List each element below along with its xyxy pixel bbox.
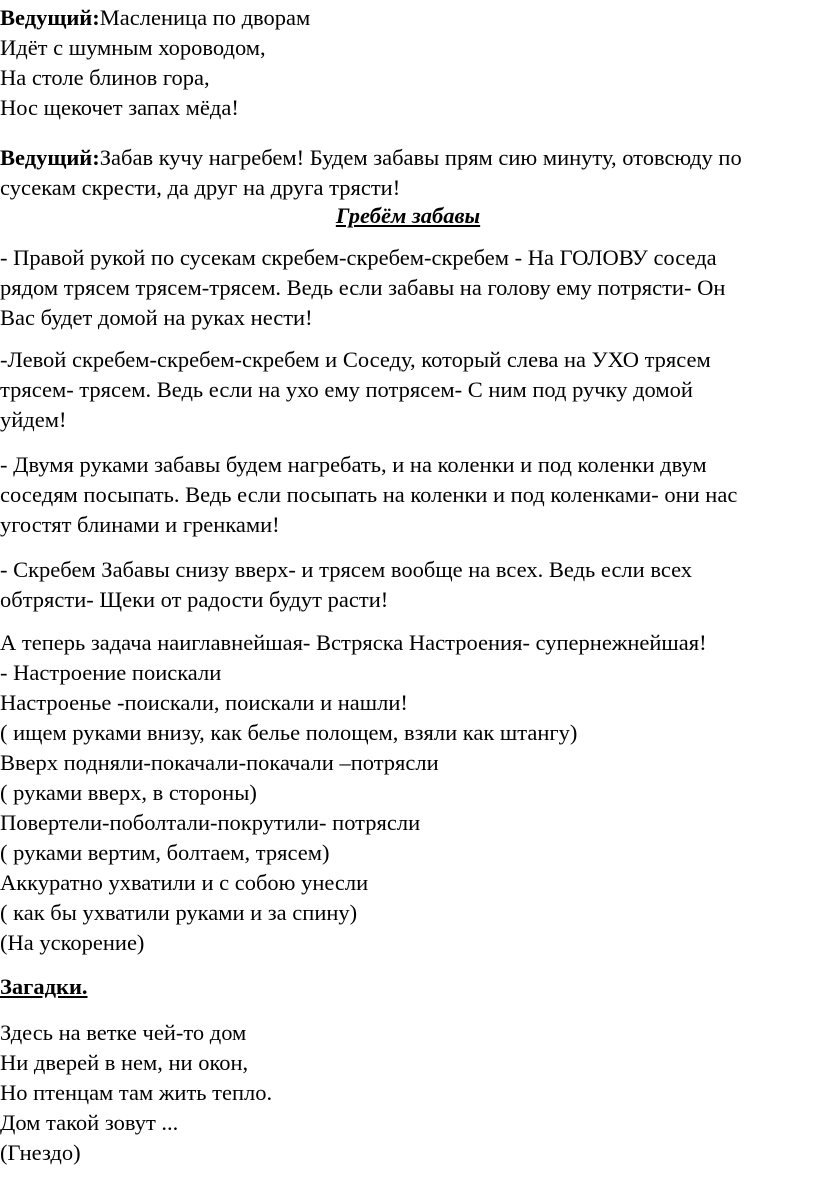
para3-line3: угостят блинами и гренками! [0,512,280,537]
block3-line3: Настроенье -поискали, поискали и нашли! [0,690,408,715]
block1-line2: Идёт с шумным хороводом, [0,35,266,60]
para4-line2: обтрясти- Щеки от радости будут расти! [0,587,389,612]
block3-line2: - Настроение поискали [0,660,222,685]
para2-line1: -Левой скребем-скребем-скребем и Соседу, который слева на УХО трясем [0,347,711,372]
para2-line3: уйдем! [0,407,67,432]
section-heading-zagadki: Загадки. [0,974,88,999]
para4-line1: - Скребем Забавы снизу вверх- и трясем вообще на всех. Ведь если всех [0,557,693,582]
block3-line1: А теперь задача наиглавнейшая- Встряска Настроения- супернежнейшая! [0,630,707,655]
riddle-line1: Здесь на ветке чей-то дом [0,1020,247,1045]
speaker-label: Ведущий: [0,145,100,170]
block2-line1 [0,143,742,173]
block1-line1 [0,3,310,33]
block3-line6: ( руками вверх, в стороны) [0,780,257,805]
speech-text: Забав кучу нагребем! Будем забавы прям сию минуту, отовсюду по [99,145,742,170]
block3-line9: Аккуратно ухватили и с собою унесли [0,870,369,895]
section-heading-zabavy: Гребём забавы [335,203,481,228]
para3-line1: - Двумя руками забавы будем нагребать, и на коленки и под коленки двум [0,452,707,477]
block1-line4: Нос щекочет запах мёда! [0,95,239,120]
para1-line2: рядом трясем трясем-трясем. Ведь если забавы на голову ему потрясти- Он [0,275,726,300]
para1-line3: Вас будет домой на руках нести! [0,305,313,330]
block1-line3: На столе блинов гора, [0,65,210,90]
para2-line2: трясем- трясем. Ведь если на ухо ему потрясем- С ним под ручку домой [0,377,693,402]
block3-line7: Повертели-поболтали-покрутили- потрясли [0,810,421,835]
block3-line4: ( ищем руками внизу, как белье полощем, взяли как штангу) [0,720,578,745]
block3-line5: Вверх подняли-покачали-покачали –потрясли [0,750,439,775]
para3-line2: соседям посыпать. Ведь если посыпать на коленки и под коленками- они нас [0,482,738,507]
riddle-line2: Ни дверей в нем, ни окон, [0,1050,249,1075]
verse-text: Масленица по дворам [99,5,311,30]
speaker-label: Ведущий: [0,5,100,30]
block2-line2: сусекам скрести, да друг на друга трясти! [0,175,401,200]
riddle-answer: (Гнездо) [0,1140,81,1165]
riddle-line3: Но птенцам там жить тепло. [0,1080,273,1105]
block3-line10: ( как бы ухватили руками и за спину) [0,900,358,925]
block3-line11: (На ускорение) [0,930,145,955]
riddle-line4: Дом такой зовут ... [0,1110,179,1135]
para1-line1: - Правой рукой по сусекам скребем-скребем-скребем - На ГОЛОВУ соседа [0,245,717,270]
block3-line8: ( руками вертим, болтаем, трясем) [0,840,330,865]
